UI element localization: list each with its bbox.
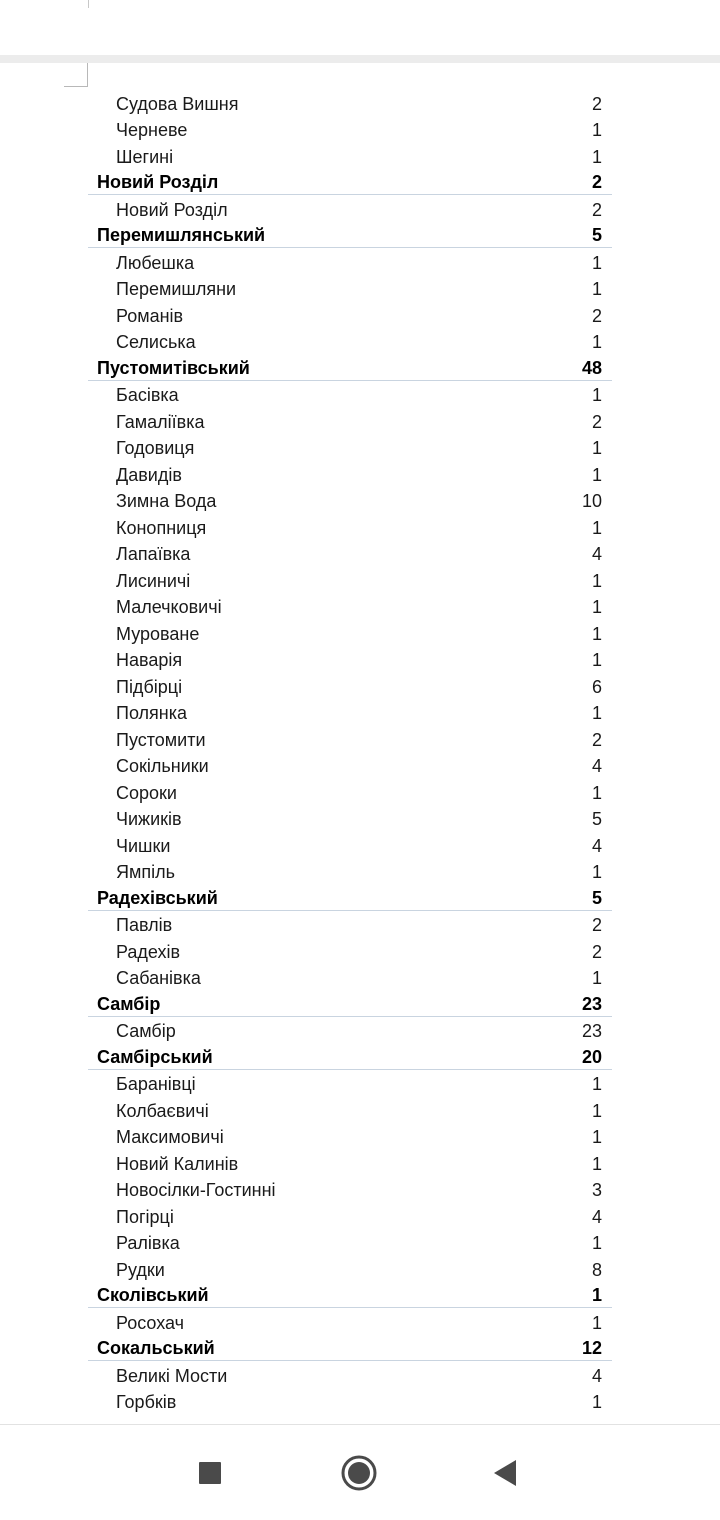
page-corner-mark (64, 63, 88, 87)
row-count: 1 (591, 1392, 602, 1412)
row-count: 1 (591, 862, 602, 882)
row-count: 1 (591, 1233, 602, 1253)
row-count: 1 (591, 1312, 602, 1333)
row-name: Муроване (116, 623, 200, 644)
row-count: 2 (591, 915, 602, 935)
row-name: Чишки (116, 835, 171, 856)
row-count: 1 (591, 623, 602, 644)
group-name: Сокальський (97, 1338, 215, 1358)
page-gap (0, 55, 720, 63)
row-name: Самбір (116, 1021, 176, 1041)
row-count: 23 (581, 1021, 602, 1041)
row-count: 3 (591, 1180, 602, 1200)
row-name: Конопниця (116, 517, 207, 538)
table-row (88, 460, 612, 487)
row-name: Сабанівка (116, 968, 201, 988)
row-name: Пустомити (116, 729, 206, 750)
row-name: Любешка (116, 252, 195, 273)
row-name: Радехів (116, 941, 181, 962)
group-count: 1 (591, 1285, 602, 1305)
table-group-row (88, 1282, 612, 1309)
group-name: Сколівський (97, 1285, 209, 1305)
table-group-row (88, 990, 612, 1017)
row-name: Зимна Вода (116, 491, 217, 511)
row-count: 1 (591, 782, 602, 803)
row-count: 2 (591, 729, 602, 750)
row-name: Чижиків (116, 809, 182, 829)
table-row (88, 593, 612, 620)
recents-button[interactable] (186, 1449, 234, 1497)
row-count: 1 (591, 464, 602, 485)
row-count: 1 (591, 968, 602, 988)
page-margin-mark (88, 0, 89, 8)
table-row (88, 1255, 612, 1282)
table-group-row (88, 1043, 612, 1070)
table-row (88, 301, 612, 328)
row-name: Шегині (116, 146, 174, 167)
table-group-row (88, 222, 612, 249)
row-count: 6 (591, 676, 602, 697)
table-row (88, 619, 612, 646)
row-name: Ямпіль (116, 862, 176, 882)
row-name: Погірці (116, 1206, 174, 1227)
row-name: Підбірці (116, 676, 183, 697)
group-count: 12 (581, 1338, 602, 1358)
document-table (88, 89, 612, 1414)
group-name: Самбірський (97, 1046, 213, 1067)
row-name: Павлів (116, 915, 173, 935)
table-row (88, 1096, 612, 1123)
row-count: 4 (591, 1365, 602, 1386)
table-row (88, 1308, 612, 1335)
row-count: 1 (591, 332, 602, 352)
row-count: 1 (591, 597, 602, 617)
group-name: Перемишлянський (97, 225, 266, 245)
row-count: 1 (591, 146, 602, 167)
row-count: 5 (591, 809, 602, 829)
table-row (88, 1229, 612, 1256)
row-count: 4 (591, 1206, 602, 1227)
row-count: 1 (591, 438, 602, 458)
table-group-row (88, 1335, 612, 1362)
row-name: Лисиничі (116, 570, 191, 591)
group-count: 5 (591, 887, 602, 908)
row-name: Ралівка (116, 1233, 180, 1253)
group-name: Пустомитівський (97, 357, 250, 378)
row-count: 1 (591, 252, 602, 273)
table-row (88, 937, 612, 964)
row-name: Великі Мости (116, 1365, 228, 1386)
row-count: 1 (591, 703, 602, 723)
row-name: Давидів (116, 464, 182, 485)
row-name: Новий Калинів (116, 1153, 239, 1174)
group-count: 20 (581, 1046, 602, 1067)
row-count: 4 (591, 544, 602, 564)
table-row (88, 142, 612, 169)
row-count: 1 (591, 650, 602, 670)
group-count: 2 (591, 172, 602, 192)
table-row (88, 513, 612, 540)
row-name: Росохач (116, 1312, 185, 1333)
table-row (88, 1017, 612, 1044)
table-row (88, 1202, 612, 1229)
system-navigation-bar (0, 1425, 720, 1520)
table-row (88, 805, 612, 832)
table-row (88, 1361, 612, 1388)
table-row (88, 487, 612, 514)
row-count: 4 (591, 756, 602, 776)
table-row (88, 566, 612, 593)
table-row (88, 540, 612, 567)
row-name: Баранівці (116, 1074, 196, 1094)
table-row (88, 1388, 612, 1415)
row-count: 1 (591, 1100, 602, 1121)
table-row (88, 1176, 612, 1203)
square-icon (186, 1449, 234, 1497)
group-name: Радехівський (97, 887, 218, 908)
table-row (88, 964, 612, 991)
row-count: 1 (591, 1127, 602, 1147)
table-row (88, 699, 612, 726)
row-count: 2 (591, 941, 602, 962)
row-name: Басівка (116, 385, 179, 405)
row-count: 1 (591, 385, 602, 405)
row-count: 1 (591, 279, 602, 299)
table-row (88, 858, 612, 885)
table-row (88, 195, 612, 222)
table-row (88, 434, 612, 461)
row-count: 8 (591, 1259, 602, 1280)
row-name: Малечковичі (116, 597, 222, 617)
row-count: 2 (591, 93, 602, 114)
table-row (88, 248, 612, 275)
table-row (88, 752, 612, 779)
row-name: Новий Розділ (116, 199, 228, 220)
circle-home-icon (335, 1449, 383, 1497)
row-count: 1 (591, 570, 602, 591)
row-count: 2 (591, 199, 602, 220)
row-count: 1 (591, 120, 602, 140)
row-count: 1 (591, 1074, 602, 1094)
table-group-row (88, 354, 612, 381)
row-count: 2 (591, 305, 602, 326)
table-row (88, 381, 612, 408)
row-name: Селиська (116, 332, 196, 352)
table-row (88, 328, 612, 355)
table-row (88, 116, 612, 143)
table-row (88, 407, 612, 434)
row-count: 10 (581, 491, 602, 511)
row-name: Сороки (116, 782, 177, 803)
group-name: Самбір (97, 993, 161, 1014)
table-row (88, 1123, 612, 1150)
row-name: Рудки (116, 1259, 165, 1280)
row-count: 2 (591, 411, 602, 432)
table-row (88, 725, 612, 752)
table-row (88, 646, 612, 673)
back-button[interactable] (482, 1449, 530, 1497)
table-row (88, 672, 612, 699)
table-row (88, 911, 612, 938)
row-name: Черневе (116, 120, 188, 140)
row-name: Гамаліївка (116, 411, 205, 432)
group-count: 48 (581, 357, 602, 378)
row-name: Годовиця (116, 438, 195, 458)
row-name: Полянка (116, 703, 188, 723)
row-name: Новосілки-Гостинні (116, 1180, 276, 1200)
row-name: Лапаївка (116, 544, 191, 564)
row-name: Наварія (116, 650, 183, 670)
group-count: 23 (581, 993, 602, 1014)
table-group-row (88, 169, 612, 196)
row-name: Максимовичі (116, 1127, 224, 1147)
table-group-row (88, 884, 612, 911)
table-row (88, 1070, 612, 1097)
row-name: Сокільники (116, 756, 209, 776)
group-count: 5 (591, 225, 602, 245)
row-count: 1 (591, 517, 602, 538)
row-name: Горбків (116, 1392, 177, 1412)
row-count: 1 (591, 1153, 602, 1174)
table-row (88, 275, 612, 302)
row-name: Судова Вишня (116, 93, 239, 114)
group-name: Новий Розділ (97, 172, 219, 192)
table-row (88, 831, 612, 858)
row-name: Колбаєвичі (116, 1100, 209, 1121)
previous-page-bottom (0, 0, 720, 55)
triangle-back-icon (482, 1449, 530, 1497)
table-row (88, 1149, 612, 1176)
row-name: Перемишляни (116, 279, 237, 299)
row-count: 4 (591, 835, 602, 856)
home-button[interactable] (335, 1449, 383, 1497)
table-row (88, 89, 612, 116)
table-row (88, 778, 612, 805)
row-name: Романів (116, 305, 184, 326)
